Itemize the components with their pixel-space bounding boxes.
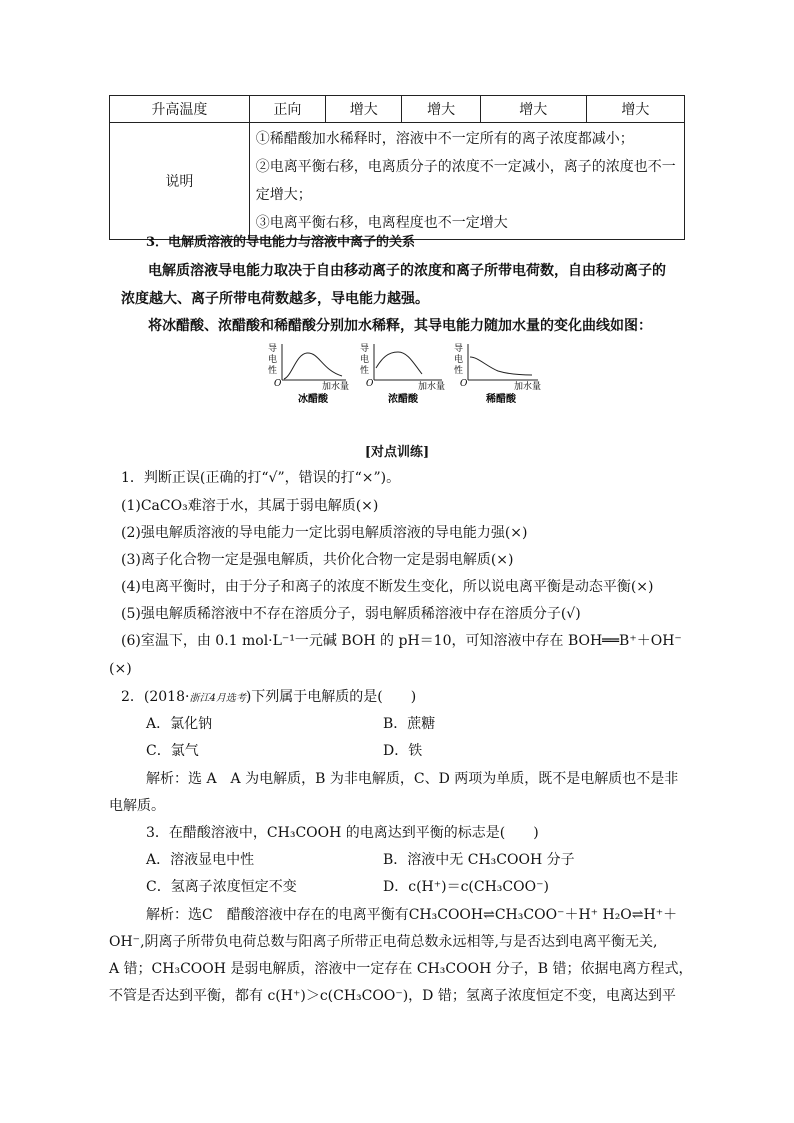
q2-analysis: 电解质。 [109,798,165,814]
table-cell: 增大 [586,96,684,123]
xlabel: 加水量 [418,382,446,392]
paragraph-line: 电解质溶液导电能力取决于自由移动离子的浓度和离子所带电荷数，自由移动离子的 [148,263,666,279]
q3-analysis: A 错；CH₃COOH 是弱电解质，溶液中一定存在 CH₃COOH 分子，B 错；依据电离方程式， [109,961,693,977]
table-cell: 增大 [480,96,586,123]
explain-line: ②电离平衡右移，电离质分子的浓度不一定减小，离子的浓度也不一 [255,159,676,175]
table-cell: 增大 [326,96,402,123]
ylabel-char: 导 [268,344,278,354]
table-cell: 正向 [249,96,325,123]
ylabel-char: 电 [454,355,464,365]
graph-name: 冰醋酸 [298,394,328,405]
explain-line: 定增大； [255,187,312,203]
q2-stem-pre: 2．(2018· [121,689,190,705]
q2-stem-post: )下列属于电解质的是( ) [245,689,417,705]
ylabel-char: 导 [454,344,464,354]
conductivity-graphs [262,340,542,432]
explain-cell [249,123,684,240]
graph-name: 浓醋酸 [388,394,418,405]
explain-line: ③电离平衡右移，电离程度也不一定增大 [255,215,508,231]
section-title: 3．电解质溶液的导电能力与溶液中离子的关系 [146,235,416,250]
table-cell: 升高温度 [110,96,250,123]
explain-line: ①稀醋酸加水稀释时，溶液中不一定所有的离子浓度都减小； [255,131,634,147]
table-row [110,96,685,123]
q2-option-d: D．铁 [383,743,423,759]
origin-label: O [366,379,374,389]
q3-option-a: A．溶液显电中性 [146,852,255,868]
xlabel: 加水量 [322,382,350,392]
q2-source-tag: 浙江4月选考 [189,693,246,704]
q2-option-c: C．氯气 [146,743,199,759]
q3-option-b: B．溶液中无 CH₃COOH 分子 [383,852,575,868]
q1-item: (5)强电解质稀溶液中不存在溶质分子，弱电解质稀溶液中存在溶质分子(√) [121,606,581,622]
table-cell: 增大 [402,96,480,123]
curve [376,352,422,374]
q3-option-d: D．c(H⁺)＝c(CH₃COO⁻) [383,879,549,895]
curve [284,353,342,379]
q2-analysis: 解析：选 A A 为电解质，B 为非电解质，C、D 两项为单质，既不是电解质也不是非 [146,771,679,787]
ylabel-char: 性 [454,366,464,376]
q2-option-b: B．蔗糖 [383,716,436,732]
q1-stem: 1．判断正误(正确的打“√”，错误的打“×”)。 [121,470,401,486]
q1-item: (×) [109,661,132,677]
q3-analysis: 解析：选C 醋酸溶液中存在的电离平衡有CH₃COOH⇌CH₃COO⁻＋H⁺ H₂O⇌H⁺＋ [146,907,678,923]
q1-item: (2)强电解质溶液的导电能力一定比弱电解质溶液的导电能力强(×) [121,525,528,541]
q1-item: (4)电离平衡时，由于分子和离子的浓度不断发生变化，所以说电离平衡是动态平衡(×) [121,579,654,595]
q1-item: (6)室温下，由 0.1 mol·L⁻¹一元碱 BOH 的 pH＝10，可知溶液中存在 BOH══B⁺＋OH⁻ [121,633,682,649]
q1-item: (3)离子化合物一定是强电解质，共价化合物一定是弱电解质(×) [121,552,514,568]
graph-concentrated-acetic [360,343,445,405]
origin-label: O [460,379,468,389]
graph-name: 稀醋酸 [486,394,516,405]
graph-dilute-acetic [454,343,541,405]
curve [470,357,532,375]
ylabel-char: 性 [360,366,370,376]
q2-stem [121,687,416,709]
xlabel: 加水量 [514,382,542,392]
ylabel-char: 导 [360,344,370,354]
ylabel-char: 电 [360,355,370,365]
q3-option-c: C．氢离子浓度恒定不变 [146,879,297,895]
training-title: [对点训练] [364,445,430,460]
q3-analysis: 不管是否达到平衡，都有 c(H⁺)＞c(CH₃COO⁻)，D 错；氢离子浓度恒定不变，电离达到平 [109,988,676,1004]
table-row [110,123,685,240]
ylabel-char: 电 [268,355,278,365]
q3-stem: 3．在醋酸溶液中，CH₃COOH 的电离达到平衡的标志是( ) [146,825,539,841]
q1-item: (1)CaCO₃难溶于水，其属于弱电解质(×) [121,498,379,514]
ylabel-char: 性 [268,366,278,376]
graph-glacial-acetic [268,343,349,405]
q3-analysis: OH⁻,阴离子所带负电荷总数与阳离子所带正电荷总数永远相等,与是否达到电离平衡无关, [109,934,658,950]
q2-option-a: A．氯化钠 [146,716,213,732]
origin-label: O [274,379,282,389]
ionization-table [109,95,685,240]
paragraph-line: 将冰醋酸、浓醋酸和稀醋酸分别加水稀释，其导电能力随加水量的变化曲线如图： [148,318,652,334]
paragraph-line: 浓度越大、离子所带电荷数越多，导电能力越强。 [121,291,429,307]
explain-label: 说明 [110,123,250,240]
